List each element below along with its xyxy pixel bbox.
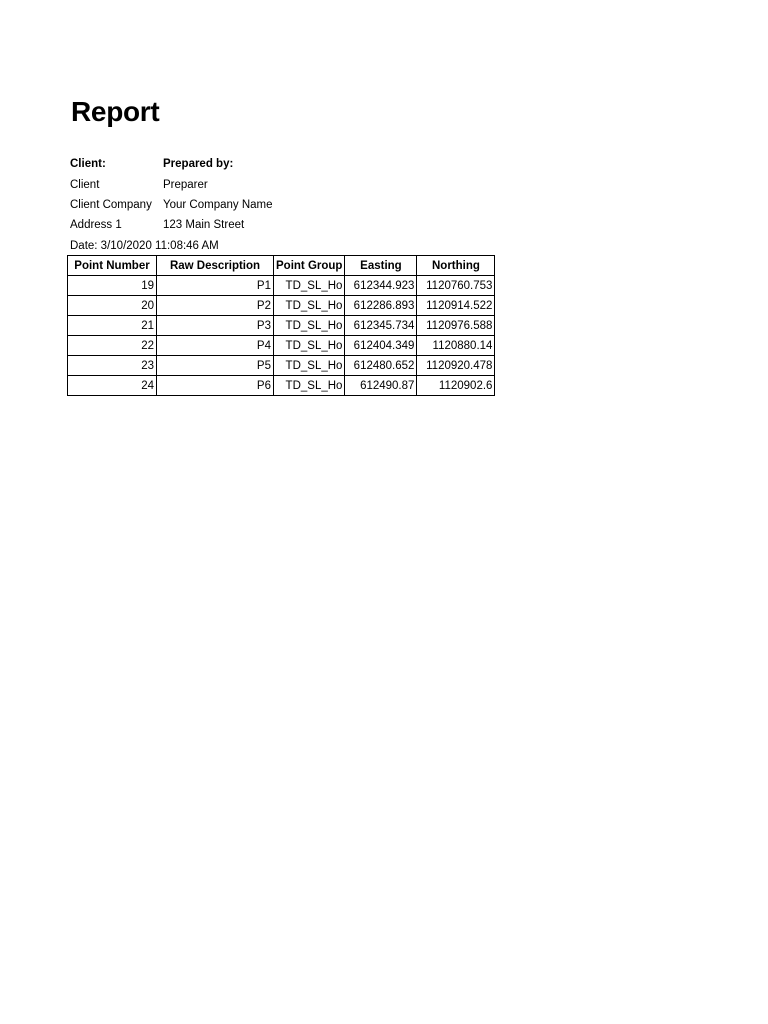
cell-northing: 1120880.14 [417, 336, 495, 356]
cell-point-group: TD_SL_Ho [274, 276, 345, 296]
table-row [68, 276, 495, 296]
cell-northing: 1120760.753 [417, 276, 495, 296]
cell-easting: 612345.734 [345, 316, 417, 336]
points-table [67, 255, 495, 396]
header-northing: Northing [417, 256, 495, 276]
cell-easting: 612286.893 [345, 296, 417, 316]
preparer-name: Preparer [163, 179, 208, 191]
table-row [68, 356, 495, 376]
cell-raw-description: P3 [157, 316, 274, 336]
cell-point-group: TD_SL_Ho [274, 296, 345, 316]
cell-northing: 1120920.478 [417, 356, 495, 376]
cell-raw-description: P5 [157, 356, 274, 376]
preparer-address: 123 Main Street [163, 219, 245, 231]
page-title: Report [71, 96, 160, 127]
cell-easting: 612490.87 [345, 376, 417, 396]
cell-point-number: 19 [68, 276, 157, 296]
client-address: Address 1 [70, 219, 122, 231]
cell-point-group: TD_SL_Ho [274, 356, 345, 376]
prepared-by-heading: Prepared by: [163, 158, 234, 170]
header-raw-description: Raw Description [157, 256, 274, 276]
cell-point-number: 21 [68, 316, 157, 336]
cell-raw-description: P6 [157, 376, 274, 396]
cell-point-group: TD_SL_Ho [274, 316, 345, 336]
client-heading: Client: [70, 158, 106, 170]
cell-point-number: 22 [68, 336, 157, 356]
client-company: Client Company [70, 199, 152, 211]
cell-raw-description: P4 [157, 336, 274, 356]
cell-point-number: 23 [68, 356, 157, 376]
header-point-number: Point Number [68, 256, 157, 276]
table-header-row [68, 256, 495, 276]
cell-northing: 1120914.522 [417, 296, 495, 316]
report-date: Date: 3/10/2020 11:08:46 AM [70, 240, 219, 252]
cell-easting: 612344.923 [345, 276, 417, 296]
table-row [68, 336, 495, 356]
client-name: Client [70, 179, 100, 191]
table-row [68, 316, 495, 336]
table-row [68, 376, 495, 396]
cell-point-number: 24 [68, 376, 157, 396]
preparer-company: Your Company Name [163, 199, 273, 211]
table-row [68, 296, 495, 316]
header-easting: Easting [345, 256, 417, 276]
cell-point-group: TD_SL_Ho [274, 336, 345, 356]
cell-point-number: 20 [68, 296, 157, 316]
cell-northing: 1120902.6 [417, 376, 495, 396]
cell-raw-description: P2 [157, 296, 274, 316]
cell-easting: 612480.652 [345, 356, 417, 376]
cell-northing: 1120976.588 [417, 316, 495, 336]
cell-point-group: TD_SL_Ho [274, 376, 345, 396]
header-point-group: Point Group [274, 256, 345, 276]
cell-raw-description: P1 [157, 276, 274, 296]
cell-easting: 612404.349 [345, 336, 417, 356]
